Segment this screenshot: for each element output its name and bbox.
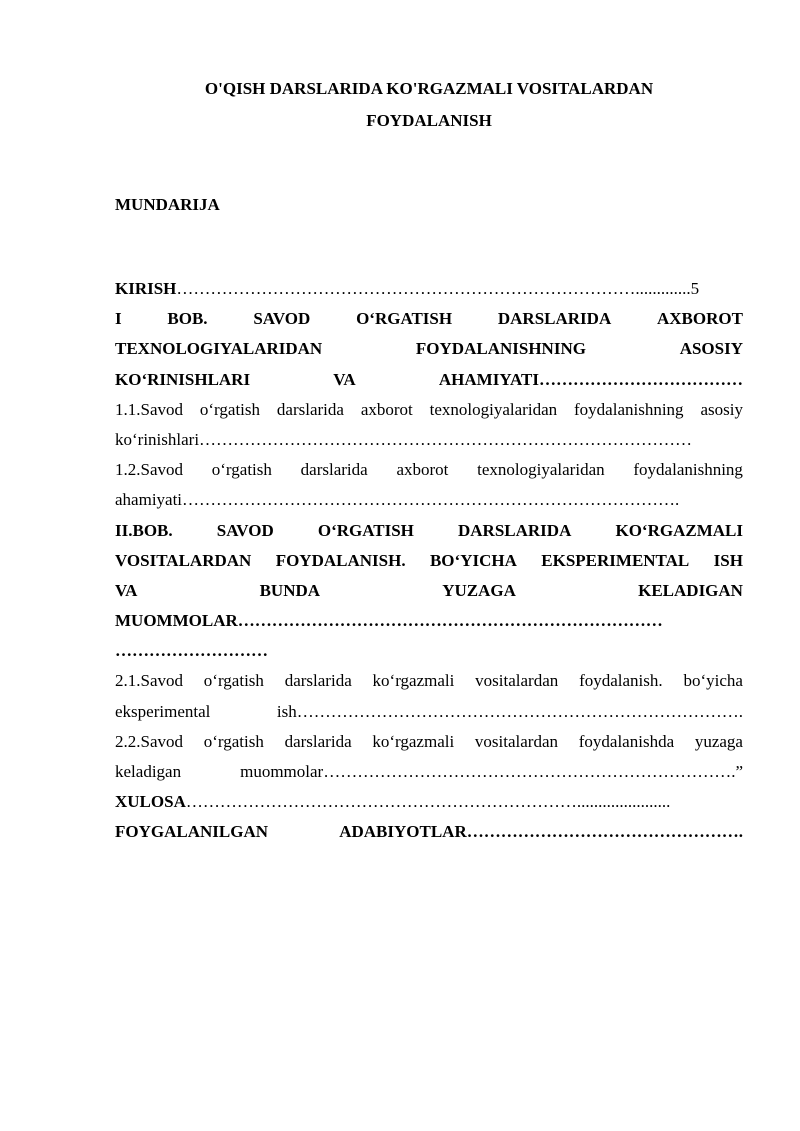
- toc-entry-chapter-2-line-2[interactable]: [115, 546, 743, 576]
- toc-entry-chapter-2-line-4[interactable]: MUOMMOLAR…………………………………………………………………: [115, 611, 663, 631]
- toc-entry-chapter-2-line-1[interactable]: [115, 516, 743, 546]
- toc-word: texnologiyalaridan: [477, 460, 605, 480]
- toc-entry-section-2-2-line-1[interactable]: [115, 727, 743, 757]
- toc-word: foydalanishning: [574, 399, 684, 419]
- toc-entry-section-2-2-line-2[interactable]: [115, 757, 743, 787]
- toc-word: darslarida: [284, 731, 352, 751]
- toc-word: TEXNOLOGIYALARIDAN: [115, 339, 323, 359]
- toc-word: SAVOD: [216, 520, 274, 540]
- toc-entry-section-1-1-line-1[interactable]: [115, 395, 743, 425]
- toc-word: ko‘rgazmali: [372, 671, 455, 691]
- toc-word: VOSITALARDAN: [115, 550, 252, 570]
- toc-entry-adabiyotlar[interactable]: [115, 817, 743, 847]
- toc-word: o‘rgatish: [199, 399, 261, 419]
- toc-word: bo‘yicha: [683, 671, 743, 691]
- toc-word: eksperimental: [115, 701, 211, 721]
- toc-word: darslarida: [300, 460, 368, 480]
- toc-xulosa-label: XULOSA: [115, 792, 186, 812]
- toc-word: o‘rgatish: [211, 460, 272, 480]
- toc-word: texnologiyalaridan: [429, 399, 558, 419]
- contents-heading: MUNDARIJA: [115, 195, 220, 214]
- toc-word: axborot: [396, 460, 449, 480]
- toc-word: EKSPERIMENTAL: [541, 550, 690, 570]
- toc-kirish-page: 5: [690, 279, 700, 298]
- toc-word: DARSLARIDA: [458, 520, 572, 540]
- toc-entry-chapter-1-line-3[interactable]: [115, 365, 743, 395]
- toc-word: foydalanish.: [579, 671, 663, 691]
- toc-word: VA: [115, 580, 138, 600]
- toc-word: 1.2.Savod: [115, 460, 183, 480]
- toc-entry-chapter-2-line-5[interactable]: ………………………: [115, 641, 268, 661]
- toc-entry-kirish[interactable]: [115, 274, 743, 304]
- toc-word: O‘RGATISH: [317, 520, 414, 540]
- toc-word: asosiy: [700, 399, 743, 419]
- toc-word: foydalanishda: [578, 731, 675, 751]
- toc-word: FOYDALANISH.: [275, 550, 406, 570]
- toc-word: yuzaga: [694, 731, 743, 751]
- table-of-contents: [115, 274, 743, 848]
- toc-word: o‘rgatish: [203, 671, 264, 691]
- toc-word: AXBOROT: [657, 309, 743, 329]
- toc-word: 1.1.Savod: [115, 399, 183, 419]
- toc-word: II.BOB.: [115, 520, 173, 540]
- toc-entry-chapter-1-line-2[interactable]: [115, 334, 743, 364]
- toc-word: keladigan: [115, 762, 182, 781]
- toc-word: YUZAGA: [442, 580, 516, 600]
- toc-entry-chapter-2-line-3[interactable]: [115, 576, 743, 606]
- toc-word: darslarida: [276, 399, 344, 419]
- toc-word: FOYDALANISHNING: [415, 339, 586, 359]
- toc-word: BO‘YICHA: [429, 550, 517, 570]
- toc-word: muommolar……………………………………………………………….”: [240, 762, 743, 781]
- toc-word: 2.1.Savod: [115, 671, 183, 691]
- toc-word: ISH: [713, 550, 743, 570]
- toc-entry-section-1-1-line-2[interactable]: ko‘rinishlari……………………………………………………………………………: [115, 429, 693, 449]
- toc-word: KELADIGAN: [638, 580, 743, 600]
- toc-entry-section-1-2-line-1[interactable]: [115, 455, 743, 485]
- toc-word: AHAMIYATI………………………………: [438, 369, 743, 389]
- toc-word: FOYGALANILGAN: [115, 822, 269, 842]
- toc-entry-section-1-2-line-2[interactable]: ahamiyati…………………………………………………………………………….: [115, 490, 680, 510]
- toc-word: ish…………………………………………………………………….: [276, 701, 743, 721]
- toc-word: O‘RGATISH: [356, 309, 453, 329]
- toc-word: foydalanishning: [633, 460, 743, 480]
- toc-word: ASOSIY: [679, 339, 743, 359]
- toc-kirish-leader: ……………………………………………………………………….............: [176, 279, 691, 298]
- toc-entry-xulosa[interactable]: [115, 787, 743, 817]
- toc-entry-section-2-1-line-1[interactable]: [115, 666, 743, 696]
- toc-word: ADABIYOTLAR………………………………………….: [339, 822, 743, 842]
- toc-word: KO‘RGAZMALI: [615, 520, 743, 540]
- toc-word: axborot: [360, 399, 413, 419]
- toc-entry-section-2-1-line-2[interactable]: [115, 697, 743, 727]
- toc-word: BUNDA: [259, 580, 321, 600]
- document-title-line-1: O'QISH DARSLARIDA KO'RGAZMALI VOSITALARDAN: [204, 79, 654, 98]
- toc-word: VA: [333, 369, 356, 389]
- toc-word: ko‘rgazmali: [372, 731, 455, 751]
- toc-entry-chapter-1-line-1[interactable]: [115, 304, 743, 334]
- toc-kirish-label: KIRISH: [115, 279, 177, 298]
- toc-word: darslarida: [284, 671, 352, 691]
- toc-word: 2.2.Savod: [115, 731, 183, 751]
- document-title-line-2: FOYDALANISH: [366, 111, 492, 130]
- toc-word: I: [115, 309, 122, 329]
- toc-word: BOB.: [167, 309, 208, 329]
- toc-word: vositalardan: [474, 731, 559, 751]
- toc-word: SAVOD: [253, 309, 311, 329]
- toc-word: KO‘RINISHLARI: [115, 369, 251, 389]
- toc-xulosa-leader: ……………………………………………………………......................: [185, 792, 671, 812]
- toc-word: vositalardan: [475, 671, 559, 691]
- toc-word: o‘rgatish: [203, 731, 264, 751]
- toc-word: DARSLARIDA: [497, 309, 612, 329]
